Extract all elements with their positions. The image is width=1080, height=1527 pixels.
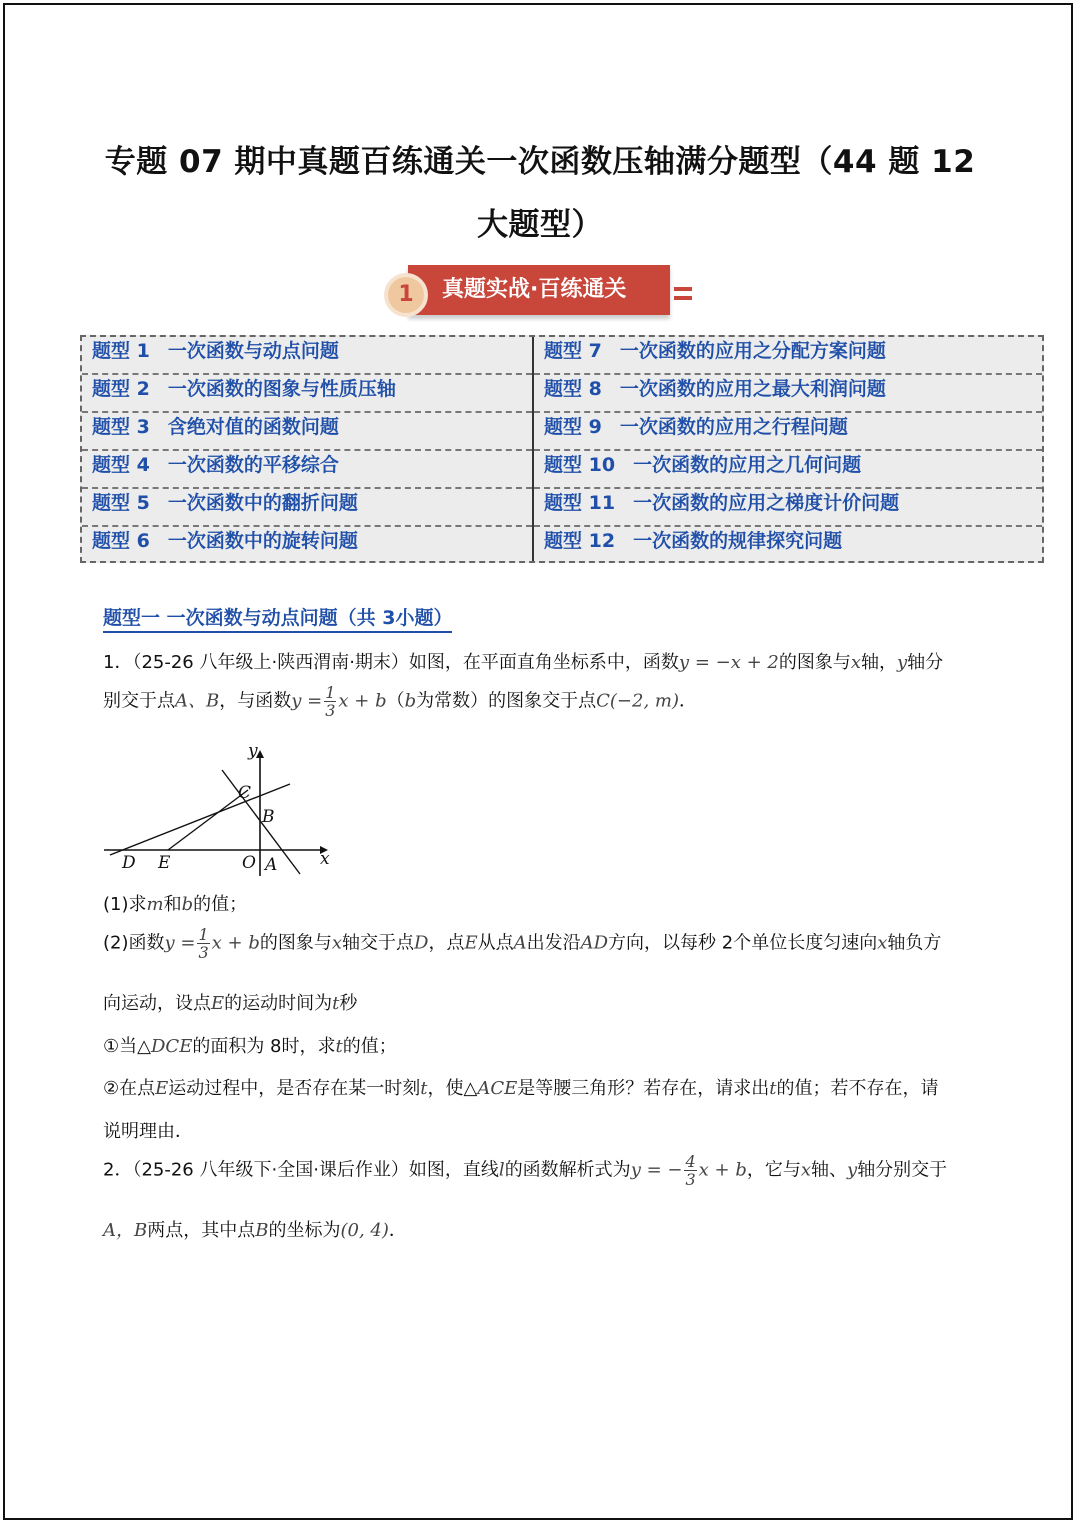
banner-label: 真题实战·百练通关 xyxy=(408,265,670,315)
line-y-neg-x-2 xyxy=(222,770,300,874)
toc-item[interactable]: 题型 11 一次函数的应用之梯度计价问题 xyxy=(534,489,1042,527)
q2-line1: 2．（25-26 八年级下·全国·课后作业）如图，直线l的函数解析式为y = − $\frac{4}{3}$ x + b，它与x轴、y轴分别交于 xyxy=(103,1152,948,1189)
toc-item[interactable]: 题型 1 一次函数与动点问题 xyxy=(82,337,532,375)
q2-line2: A，B两点，其中点B的坐标为(0, 4)． xyxy=(103,1220,407,1241)
doc-title-line2: 大题型） xyxy=(477,207,603,243)
segment-ec xyxy=(168,790,248,850)
toc-item[interactable]: 题型 3 含绝对值的函数问题 xyxy=(82,413,532,451)
label-y: y xyxy=(248,741,258,761)
label-c: C xyxy=(238,783,252,803)
q1-part2-line1: (2)函数y = $\frac{1}{3}$ x + b的图象与x轴交于点D，点E从点A出发沿AD方向，以每秒 2个单位长度匀速向x轴负方 xyxy=(103,925,942,962)
q1-line2: 别交于点A、B，与函数y = $\frac{1}{3}$ x + b（b为常数）的图象交于点C(−2, m)． xyxy=(103,683,698,720)
fraction: $\frac{1}{3}$ xyxy=(198,925,209,962)
toc-item[interactable]: 题型 9 一次函数的应用之行程问题 xyxy=(534,413,1042,451)
section-banner xyxy=(384,265,696,317)
toc-left-column xyxy=(82,337,532,565)
section-heading: 题型一 一次函数与动点问题（共 3小题） xyxy=(103,603,452,633)
toc-item[interactable]: 题型 7 一次函数的应用之分配方案问题 xyxy=(534,337,1042,375)
fraction: $\frac{1}{3}$ xyxy=(325,683,336,720)
toc-item[interactable]: 题型 2 一次函数的图象与性质压轴 xyxy=(82,375,532,413)
toc-item[interactable]: 题型 4 一次函数的平移综合 xyxy=(82,451,532,489)
toc-item[interactable]: 题型 6 一次函数中的旋转问题 xyxy=(92,530,358,552)
q1-sub1: ①当△DCE的面积为 8时，求t的值； xyxy=(103,1036,397,1057)
toc-right-column xyxy=(534,337,1042,565)
q1-sub2-line2: 说明理由． xyxy=(103,1121,193,1142)
doc-title-line1: 专题 07 期中真题百练通关一次函数压轴满分题型（44 题 12 xyxy=(104,144,976,180)
banner-number-badge: 1 xyxy=(384,273,428,317)
toc-item[interactable]: 题型 10 一次函数的应用之几何问题 xyxy=(534,451,1042,489)
label-b: B xyxy=(262,807,275,827)
toc-item[interactable]: 题型 5 一次函数中的翻折问题 xyxy=(82,489,532,527)
label-a: A xyxy=(265,855,278,875)
toc-item[interactable]: 题型 8 一次函数的应用之最大利润问题 xyxy=(534,375,1042,413)
toc-item[interactable]: 题型 12 一次函数的规律探究问题 xyxy=(544,530,843,552)
q1-sub2-line1: ②在点E运动过程中，是否存在某一时刻t，使△ACE是等腰三角形？若存在，请求出t的值；若不存在，请 xyxy=(103,1078,939,1099)
coordinate-figure xyxy=(100,740,340,880)
fraction: $\frac{4}{3}$ xyxy=(685,1152,696,1189)
label-o: O xyxy=(242,853,256,873)
label-x: x xyxy=(320,849,330,869)
label-d: D xyxy=(122,853,136,873)
toc-table xyxy=(80,335,1044,563)
q1-line1: 1．（25-26 八年级上·陕西渭南·期末）如图，在平面直角坐标系中，函数y = −x + 2的图象与x轴，y轴分 xyxy=(103,652,944,673)
banner-stripes-icon xyxy=(674,287,692,305)
q1-part1: (1)求m和b的值； xyxy=(103,894,248,915)
label-e: E xyxy=(158,853,171,873)
q1-part2-line2: 向运动，设点E的运动时间为t秒 xyxy=(103,993,358,1014)
